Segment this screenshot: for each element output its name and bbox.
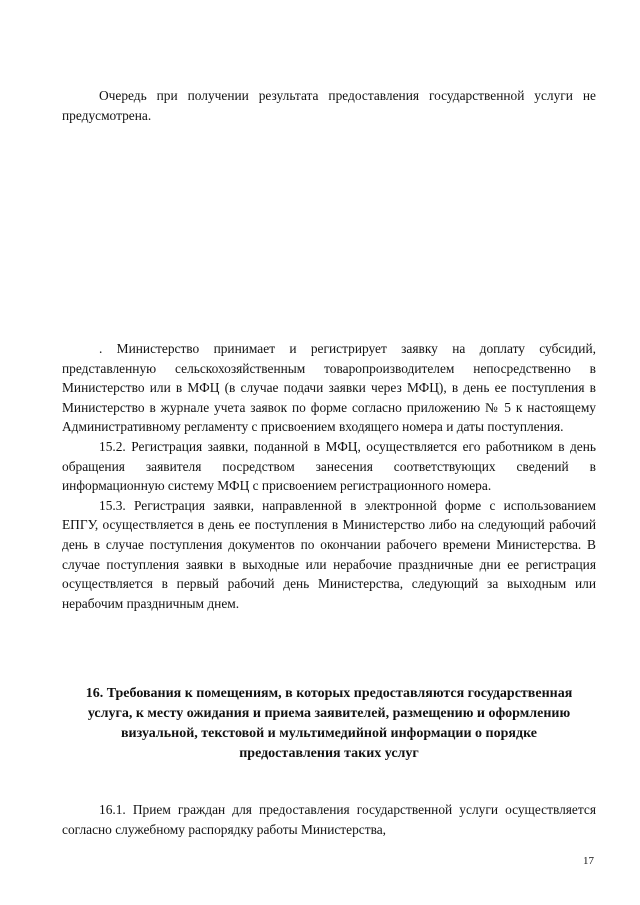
section16-heading-line: предоставления таких услуг xyxy=(239,746,419,761)
paragraph-16-1: 16.1. Прием граждан для предоставления государственной услуги осуществляется согласно служебному распорядку работы Министерства, xyxy=(62,802,596,837)
result-queue-paragraph: Очередь при получении результата предоставления государственной услуги не предусмотрена. xyxy=(62,88,596,123)
page-number: 17 xyxy=(583,855,594,867)
paragraph-15-1-1 xyxy=(62,339,596,437)
paragraph-15-2: 15.2. Регистрация заявки, поданной в МФЦ, осуществляется его работником в день обращения заявителя посредством занесения соответствующих сведений в информационную систему МФЦ с присвоением регистрационного номера. xyxy=(62,438,596,494)
paragraph-15-1-1-text: . Министерство принимает и регистрирует заявку на доплату субсидий, представленную сельскохозяйственным товаропроизводителем непосредственно в Министерство или в МФЦ (в случае подачи заявки через МФЦ), в день ее поступления в Министерство в журнале учета заявок по форме согласно приложению № 5 к настоящему Административному регламенту с присвоением входящего номера и даты поступления. xyxy=(62,341,596,435)
section14-tail xyxy=(62,86,596,125)
paragraph-15-3: 15.3. Регистрация заявки, направленной в электронной форме с использованием ЕПГУ, осуществляется в день ее поступления в Министерство либо на следующий рабочий день в случае поступления документов по окончании рабочего времени Министерства. В случае поступления заявки в выходные или нерабочие праздничные дни ее регистрация осуществляется в первый рабочий день Министерства, следующий за выходным или нерабочим праздничным днем. xyxy=(62,497,596,611)
section16-heading xyxy=(62,684,596,764)
section16-heading-line: услуга, к месту ожидания и приема заявителей, размещению и оформлению xyxy=(87,706,571,721)
section16-heading-line: 16. Требования к помещениям, в которых предоставляются государственная xyxy=(85,686,573,701)
section16-body xyxy=(62,800,596,839)
section16-heading-line: визуальной, текстовой и мультимедийной информации о порядке xyxy=(121,726,537,741)
section15-body xyxy=(62,339,596,613)
